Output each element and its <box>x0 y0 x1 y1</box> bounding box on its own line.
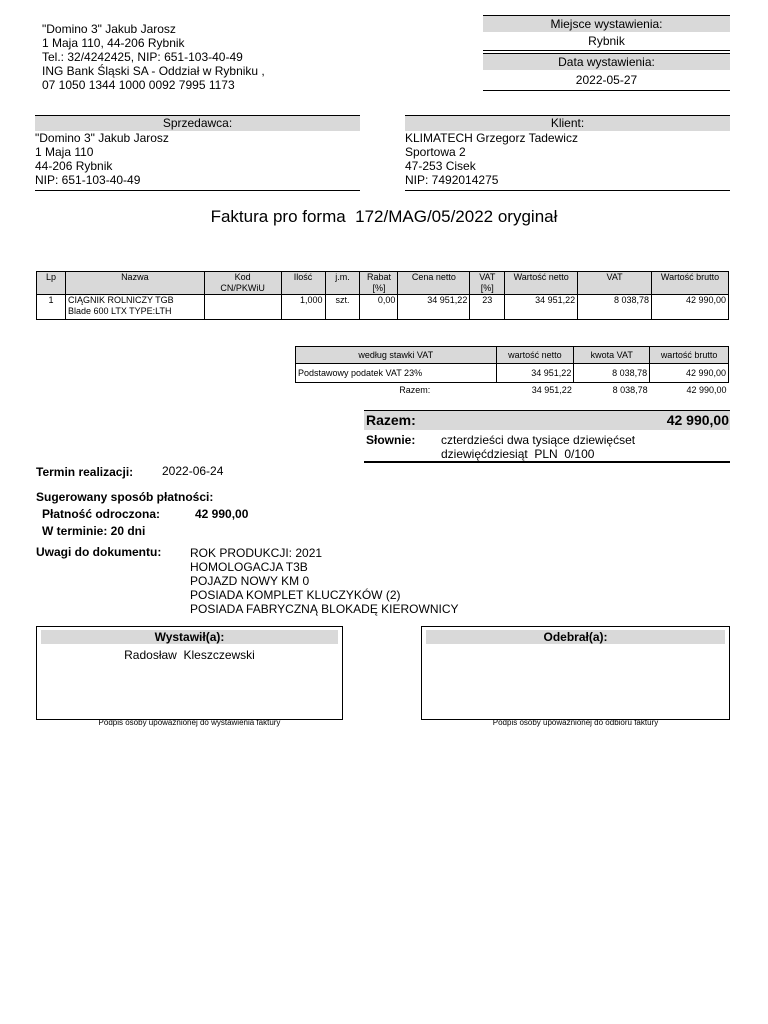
issuer-contact: Tel.: 32/4242425, NIP: 651-103-40-49 <box>42 50 243 64</box>
client-line: KLIMATECH Grzegorz Tadewicz <box>405 131 578 145</box>
notes-line: POSIADA KOMPLET KLUCZYKÓW (2) <box>190 588 401 602</box>
issue-date-value: 2022-05-27 <box>483 70 730 91</box>
vat-cell-gross: 42 990,00 <box>650 364 729 383</box>
items-header-row <box>37 272 729 295</box>
realization-label: Termin realizacji: <box>36 465 134 479</box>
notes-line: POJAZD NOWY KM 0 <box>190 574 310 588</box>
cell-discount: 0,00 <box>360 295 398 320</box>
vat-summary-table <box>295 346 729 397</box>
client-block <box>405 115 730 191</box>
payment-method-value: 42 990,00 <box>195 507 249 521</box>
issue-date-box <box>483 53 730 91</box>
col-unit: j.m. <box>325 272 360 295</box>
vat-total-row <box>296 383 729 398</box>
col-vat-line1: VAT <box>479 272 496 282</box>
vat-col-vat: kwota VAT <box>574 347 650 364</box>
notes-line: POSIADA FABRYCZNĄ BLOKADĘ KIEROWNICY <box>190 602 459 616</box>
cell-net-price: 34 951,22 <box>398 295 470 320</box>
issuer-bank: ING Bank Śląski SA - Oddział w Rybniku , <box>42 64 265 78</box>
receiver-signature-note: Podpis osoby upoważnionej do odbioru faktury <box>492 718 659 727</box>
seller-line: NIP: 651-103-40-49 <box>35 173 141 187</box>
issuer-address: 1 Maja 110, 44-206 Rybnik <box>42 36 185 50</box>
cell-net-value: 34 951,22 <box>505 295 578 320</box>
cell-gross-value: 42 990,00 <box>652 295 729 320</box>
cell-lp: 1 <box>37 295 66 320</box>
realization-date: 2022-06-24 <box>162 464 224 478</box>
col-net-price: Cena netto <box>398 272 470 295</box>
vat-cell-rate: Podstawowy podatek VAT 23% <box>296 364 497 383</box>
col-code-line2: CN/PKWiU <box>220 283 265 293</box>
cell-unit: szt. <box>325 295 360 320</box>
notes-line: HOMOLOGACJA T3B <box>190 560 308 574</box>
vat-total-net: 34 951,22 <box>531 384 572 395</box>
grand-total-value: 42 990,00 <box>666 412 729 428</box>
seller-label: Sprzedawca: <box>35 115 360 131</box>
col-lp: Lp <box>37 272 66 295</box>
vat-total-vat: 8 038,78 <box>612 384 648 395</box>
col-code <box>204 272 281 295</box>
vat-cell-vat: 8 038,78 <box>574 364 650 383</box>
vat-header-row <box>296 347 729 364</box>
divider <box>364 461 730 463</box>
document-title: Faktura pro forma 172/MAG/05/2022 oryginał <box>210 207 558 226</box>
table-row <box>37 295 729 320</box>
client-line: Sportowa 2 <box>405 145 466 159</box>
vat-total-gross: 42 990,00 <box>686 384 727 395</box>
client-label: Klient: <box>405 115 730 131</box>
issuer-signature-label: Wystawił(a): <box>41 630 338 644</box>
col-code-line1: Kod <box>234 272 251 282</box>
amount-in-words <box>441 433 711 461</box>
grand-total-bar <box>364 410 730 430</box>
col-gross-value: Wartość brutto <box>652 272 729 295</box>
amount-in-words-label: Słownie: <box>366 433 416 447</box>
issue-date-label: Data wystawienia: <box>483 53 730 70</box>
issuer-name: "Domino 3" Jakub Jarosz <box>42 22 176 36</box>
issue-place-box <box>483 15 730 51</box>
payment-term: W terminie: 20 dni <box>42 524 146 538</box>
vat-col-rate: według stawki VAT <box>296 347 497 364</box>
cell-name <box>65 295 204 320</box>
col-name: Nazwa <box>65 272 204 295</box>
cell-code <box>204 295 281 320</box>
payment-method-label: Płatność odroczona: <box>42 507 161 521</box>
col-discount <box>360 272 398 295</box>
col-discount-line1: Rabat <box>366 272 391 282</box>
issue-place-label: Miejsce wystawienia: <box>483 15 730 32</box>
amount-in-words-line2: dziewięćdziesiąt PLN 0/100 <box>441 447 595 461</box>
cell-vat-rate: 23 <box>470 295 505 320</box>
notes-label: Uwagi do dokumentu: <box>36 545 162 559</box>
issuer-block <box>42 22 342 92</box>
issuer-signature-box <box>36 626 343 720</box>
seller-line: "Domino 3" Jakub Jarosz <box>35 131 169 145</box>
client-line: 47-253 Cisek <box>405 159 476 173</box>
grand-total-label: Razem: <box>366 412 416 428</box>
payment-label: Sugerowany sposób płatności: <box>36 490 214 504</box>
items-table <box>36 271 729 320</box>
table-row <box>296 364 729 383</box>
col-net-value: Wartość netto <box>505 272 578 295</box>
cell-name-line1: CIĄGNIK ROLNICZY TGB <box>67 295 174 305</box>
issuer-signature-name: Radosław Kleszczewski <box>124 648 255 662</box>
seller-block <box>35 115 360 191</box>
receiver-signature-box <box>421 626 730 720</box>
vat-col-gross: wartość brutto <box>650 347 729 364</box>
cell-vat-amount: 8 038,78 <box>578 295 652 320</box>
issue-place-value: Rybnik <box>483 32 730 51</box>
amount-in-words-line1: czterdzieści dwa tysiące dziewięćset <box>441 433 636 447</box>
notes-list <box>190 546 459 616</box>
vat-total-label: Razem: <box>399 384 431 395</box>
issuer-signature-note: Podpis osoby upoważnionej do wystawienia faktury <box>98 718 281 727</box>
vat-col-net: wartość netto <box>496 347 574 364</box>
client-line: NIP: 7492014275 <box>405 173 499 187</box>
col-vat-amount: VAT <box>578 272 652 295</box>
col-vat-rate <box>470 272 505 295</box>
vat-cell-net: 34 951,22 <box>496 364 574 383</box>
col-discount-line2: [%] <box>372 283 386 293</box>
col-vat-line2: [%] <box>480 283 494 293</box>
seller-line: 1 Maja 110 <box>35 145 94 159</box>
notes-line: ROK PRODUKCJI: 2021 <box>190 546 323 560</box>
cell-qty: 1,000 <box>281 295 325 320</box>
issuer-account: 07 1050 1344 1000 0092 7995 1173 <box>42 78 235 92</box>
seller-line: 44-206 Rybnik <box>35 159 113 173</box>
receiver-signature-label: Odebrał(a): <box>426 630 725 644</box>
col-qty: Ilość <box>281 272 325 295</box>
cell-name-line2: Blade 600 LTX TYPE:LTH <box>67 306 172 316</box>
